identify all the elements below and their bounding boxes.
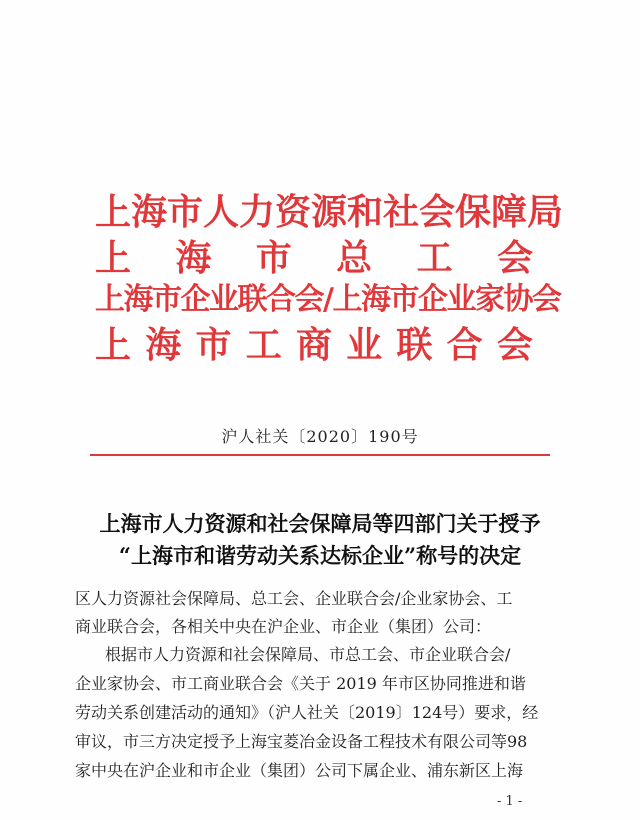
issuer-line-hrss-bureau: 上海市人力资源和社会保障局 [95,191,564,233]
issuer-char: 海 [175,237,212,279]
body-text-line: 家中央在沪企业和市企业（集团）公司下属企业、浦东新区上海 [75,761,524,780]
issuer-line-enterprise-confederation: 上海市企业联合会/上海市企业家协会 [95,282,561,317]
body-text-line: 商业联合会，各相关中央在沪企业、市企业（集团）公司： [75,617,492,636]
issuer-char: 业 [346,324,383,366]
page-number: - 1 - [497,794,523,809]
document-title-line-2: “上海市和谐劳动关系达标企业”称号的决定 [118,543,522,568]
issuer-char: 海 [145,324,182,366]
body-text-line: 企业家协会、市工商业联合会《关于 2019 年市区协同推进和谐 [75,674,526,693]
red-divider-line [90,454,550,456]
issuer-char: 会 [496,324,533,366]
issuer-line-federation-of-trade-unions [95,236,533,280]
body-text-line: 审议，市三方决定授予上海宝菱冶金设备工程技术有限公司等98 [75,732,528,751]
issuer-char: 上 [95,237,132,279]
issuer-char: 工 [245,324,282,366]
body-text-line: 劳动关系创建活动的通知》（沪人社关〔2019〕124号）要求，经 [75,703,539,722]
document-title-line-1: 上海市人力资源和社会保障局等四部门关于授予 [99,511,541,536]
issuer-char: 商 [295,324,332,366]
issuer-char: 市 [255,237,292,279]
issuer-char: 工 [416,237,453,279]
issuer-char: 市 [195,324,232,366]
body-text-line: 区人力资源社会保障局、总工会、企业联合会/企业家协会、工 [75,589,513,608]
document-number: 沪人社关〔2020〕190号 [221,427,419,446]
body-text-line: 根据市人力资源和社会保障局、市总工会、市企业联合会/ [105,645,511,664]
issuer-char: 合 [446,324,483,366]
issuer-char: 会 [496,237,533,279]
issuer-line-federation-of-industry-commerce [95,323,533,367]
issuer-char: 总 [336,237,373,279]
issuer-char: 上 [95,324,132,366]
issuer-char: 联 [396,324,433,366]
